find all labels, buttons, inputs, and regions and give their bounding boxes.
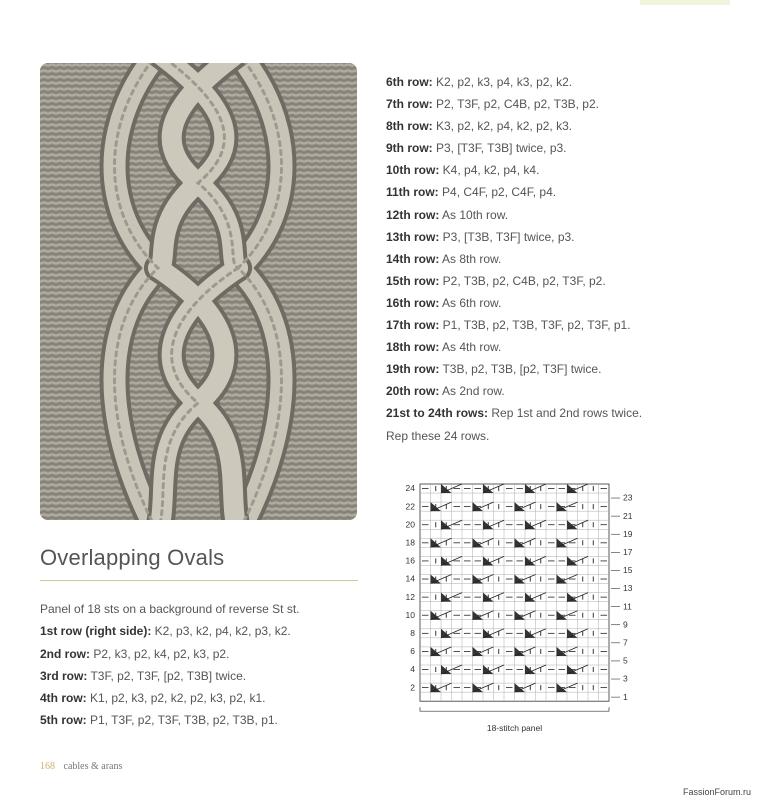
title-divider xyxy=(40,580,358,581)
pattern-row xyxy=(386,425,756,447)
stitch-chart xyxy=(380,478,640,743)
chart-row-number-right: 21 xyxy=(623,510,633,521)
chart-row-number-right: 7 xyxy=(623,637,628,648)
chart-row-number-right: 3 xyxy=(623,673,628,684)
row-label: 21st to 24th rows: xyxy=(386,406,489,421)
chart-row-number-right: 23 xyxy=(623,492,633,503)
chart-caption: 18-stitch panel xyxy=(486,723,543,734)
row-label: 19th row: xyxy=(386,362,440,377)
chart-row-number-right: 1 xyxy=(623,691,628,702)
chart-row-number-left: 22 xyxy=(405,501,415,512)
row-label: 1st row (right side): xyxy=(40,624,152,639)
chart-row-number-right: 19 xyxy=(623,528,633,539)
row-label: 10th row: xyxy=(386,163,440,178)
watermark: FassionForum.ru xyxy=(683,787,752,797)
row-instruction: P3, [T3F, T3B] twice, p3. xyxy=(432,141,567,156)
row-label: 5th row: xyxy=(40,713,87,728)
chart-row-number-left: 4 xyxy=(410,664,415,675)
pattern-row xyxy=(386,71,756,93)
row-instruction: P1, T3B, p2, T3B, T3F, p2, T3F, p1. xyxy=(439,318,631,333)
pattern-row xyxy=(386,292,756,314)
pattern-row xyxy=(386,314,756,336)
chart-row-number-left: 18 xyxy=(405,537,415,548)
row-label: 11th row: xyxy=(386,185,439,200)
pattern-row xyxy=(40,687,370,709)
pattern-row xyxy=(386,115,756,137)
chart-row-number-left: 12 xyxy=(405,591,415,602)
row-instruction: T3F, p2, T3F, [p2, T3B] twice. xyxy=(87,668,247,683)
chart-row-number-left: 6 xyxy=(410,646,415,657)
row-instruction: As 10th row. xyxy=(439,207,509,222)
row-label: 17th row: xyxy=(386,318,440,333)
pattern-row xyxy=(386,159,756,181)
row-instruction: P2, k3, p2, k4, p2, k3, p2. xyxy=(90,646,230,661)
row-instruction: P2, T3F, p2, C4B, p2, T3B, p2. xyxy=(432,97,599,112)
row-label: 9th row: xyxy=(386,141,433,156)
row-label: 7th row: xyxy=(386,97,433,112)
row-label: 18th row: xyxy=(386,340,440,355)
page-number: 168 xyxy=(40,761,55,772)
row-label: 14th row: xyxy=(386,251,440,266)
pattern-row xyxy=(386,402,756,424)
row-instruction: K2, p2, k3, p4, k3, p2, k2. xyxy=(432,75,573,89)
row-label: 12th row: xyxy=(386,207,440,222)
pattern-row xyxy=(386,380,756,402)
pattern-row xyxy=(40,709,370,731)
row-label: 16th row: xyxy=(386,295,440,310)
row-instruction: As 2nd row. xyxy=(439,384,505,399)
page-footer xyxy=(40,761,122,772)
pattern-row xyxy=(386,137,756,159)
pattern-row xyxy=(386,93,756,115)
row-instruction: T3B, p2, T3B, [p2, T3F] twice. xyxy=(439,362,602,377)
row-instruction: K4, p4, k2, p4, k4. xyxy=(439,163,540,178)
chart-row-number-left: 16 xyxy=(405,555,415,566)
pattern-row xyxy=(386,358,756,380)
chart-row-number-left: 10 xyxy=(405,609,415,620)
chart-row-number-right: 13 xyxy=(623,583,633,594)
row-instruction: As 8th row. xyxy=(439,251,502,266)
row-label: 15th row: xyxy=(386,273,440,288)
panel-bracket xyxy=(420,707,609,711)
pattern-row xyxy=(386,336,756,358)
row-instruction: P4, C4F, p2, C4F, p4. xyxy=(438,185,557,200)
row-instruction: P1, T3F, p2, T3F, T3B, p2, T3B, p1. xyxy=(86,713,278,728)
row-label: 2nd row: xyxy=(40,646,90,661)
chart-row-number-right: 11 xyxy=(623,601,632,612)
pattern-row xyxy=(386,270,756,292)
row-label: 13th row: xyxy=(386,229,440,244)
row-label: 6th row: xyxy=(386,75,433,89)
row-instruction: K2, p3, k2, p4, k2, p3, k2. xyxy=(151,624,291,639)
row-instruction: Rep 1st and 2nd rows twice. xyxy=(488,406,643,421)
pattern-row xyxy=(40,665,370,687)
pattern-row xyxy=(40,643,370,665)
chart-row-number-left: 2 xyxy=(410,682,415,693)
pattern-row xyxy=(386,181,756,203)
pattern-row xyxy=(386,226,756,248)
chart-row-number-left: 8 xyxy=(410,628,415,639)
header-decoration xyxy=(640,0,730,5)
instructions-right-column xyxy=(386,71,756,447)
pattern-title: Overlapping Ovals xyxy=(40,545,225,570)
knitting-swatch-photo xyxy=(40,63,357,520)
row-instruction: K3, p2, k2, p4, k2, p2, k3. xyxy=(432,119,573,134)
chart-row-number-right: 5 xyxy=(623,655,628,666)
row-label: 4th row: xyxy=(40,691,87,706)
row-instruction: P3, [T3B, T3F] twice, p3. xyxy=(439,229,575,244)
row-instruction: K1, p2, k3, p2, k2, p2, k3, p2, k1. xyxy=(86,691,266,706)
chart-row-number-left: 24 xyxy=(405,483,415,494)
row-instruction: As 4th row. xyxy=(439,340,502,355)
intro-text: Panel of 18 sts on a background of reverse St st. xyxy=(40,602,300,616)
pattern-row xyxy=(386,248,756,270)
section-name: cables & arans xyxy=(63,761,123,772)
pattern-row xyxy=(386,204,756,226)
chart-row-number-left: 14 xyxy=(405,573,415,584)
row-label: 20th row: xyxy=(386,384,440,399)
row-instruction: As 6th row. xyxy=(439,295,502,310)
chart-row-number-right: 9 xyxy=(623,619,628,630)
chart-row-number-left: 20 xyxy=(405,519,415,530)
chart-row-number-right: 15 xyxy=(623,565,633,576)
chart-row-number-right: 17 xyxy=(623,547,633,558)
row-instruction: P2, T3B, p2, C4B, p2, T3F, p2. xyxy=(439,273,606,288)
row-label: 8th row: xyxy=(386,119,433,134)
pattern-row xyxy=(40,620,370,642)
row-label: 3rd row: xyxy=(40,668,88,683)
instructions-left-column xyxy=(40,598,370,732)
row-instruction: Rep these 24 rows. xyxy=(386,428,490,443)
